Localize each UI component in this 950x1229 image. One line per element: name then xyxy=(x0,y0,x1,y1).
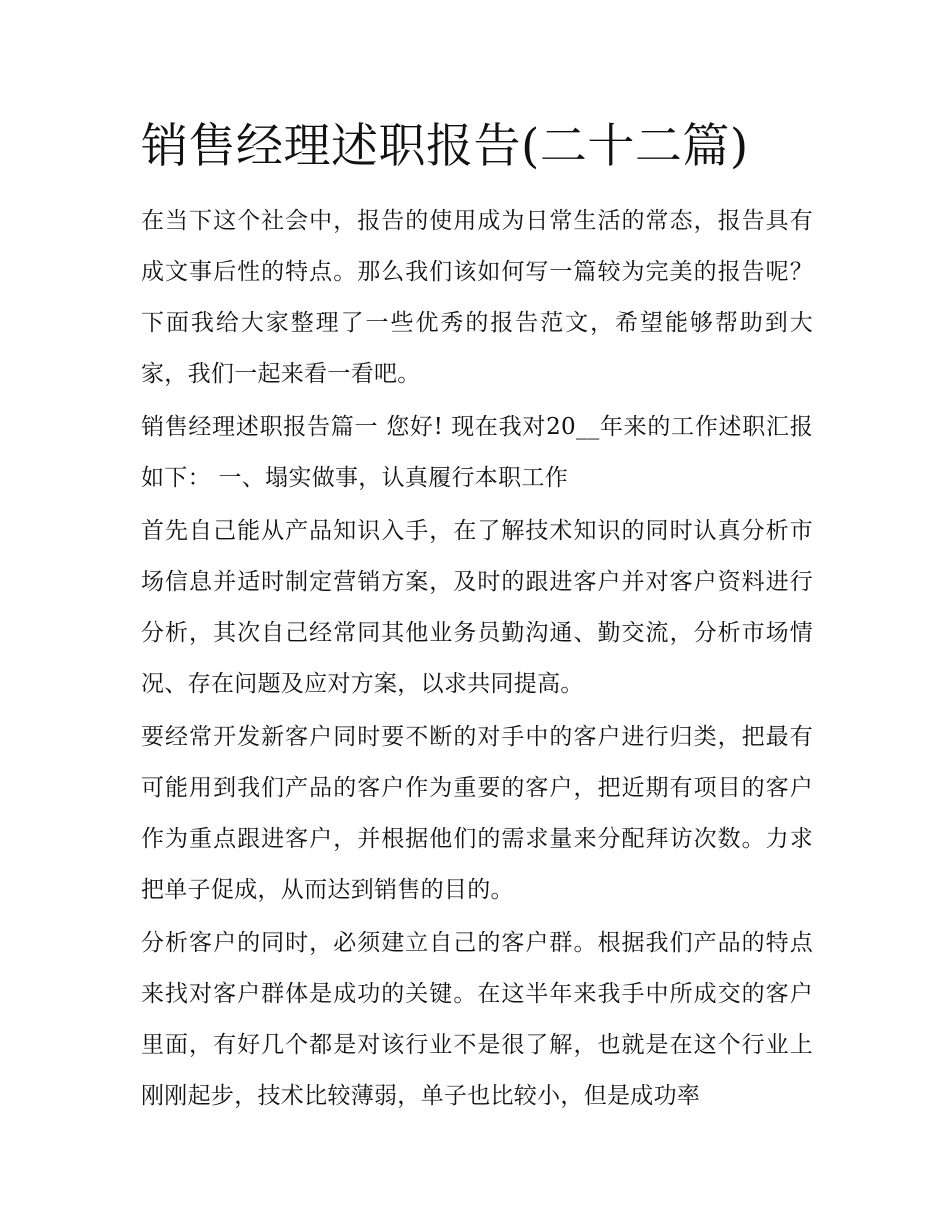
paragraph-intro: 在当下这个社会中，报告的使用成为日常生活的常态，报告具有成文事后性的特点。那么我们该如何写一篇较为完美的报告呢？下面我给大家整理了一些优秀的报告范文，希望能够帮助到大家，我们一起来看一看吧。 xyxy=(141,208,813,387)
paragraph-section-one-heading: 销售经理述职报告篇一 您好! 现在我对20__年来的工作述职汇报如下： 一、塌实做事，认真履行本职工作 xyxy=(141,414,813,491)
paragraph-customer-group: 分析客户的同时，必须建立自己的客户群。根据我们产品的特点来找对客户群体是成功的关键。在这半年来我手中所成交的客户里面，有好几个都是对该行业不是很了解，也就是在这个行业上刚刚起步，技术比较薄弱，单子也比较小，但是成功率 xyxy=(141,930,813,1109)
document-body xyxy=(141,112,813,1124)
paragraph-new-customers: 要经常开发新客户同时要不断的对手中的客户进行归类，把最有可能用到我们产品的客户作为重要的客户，把近期有项目的客户作为重点跟进客户，并根据他们的需求量来分配拜访次数。力求把单子促成，从而达到销售的目的。 xyxy=(141,724,813,903)
paragraph-product-knowledge: 首先自己能从产品知识入手，在了解技术知识的同时认真分析市场信息并适时制定营销方案，及时的跟进客户并对客户资料进行分析，其次自己经常同其他业务员勤沟通、勤交流，分析市场情况、存在问题及应对方案，以求共同提高。 xyxy=(141,518,813,697)
document-title: 销售经理述职报告(二十二篇) xyxy=(141,119,749,174)
